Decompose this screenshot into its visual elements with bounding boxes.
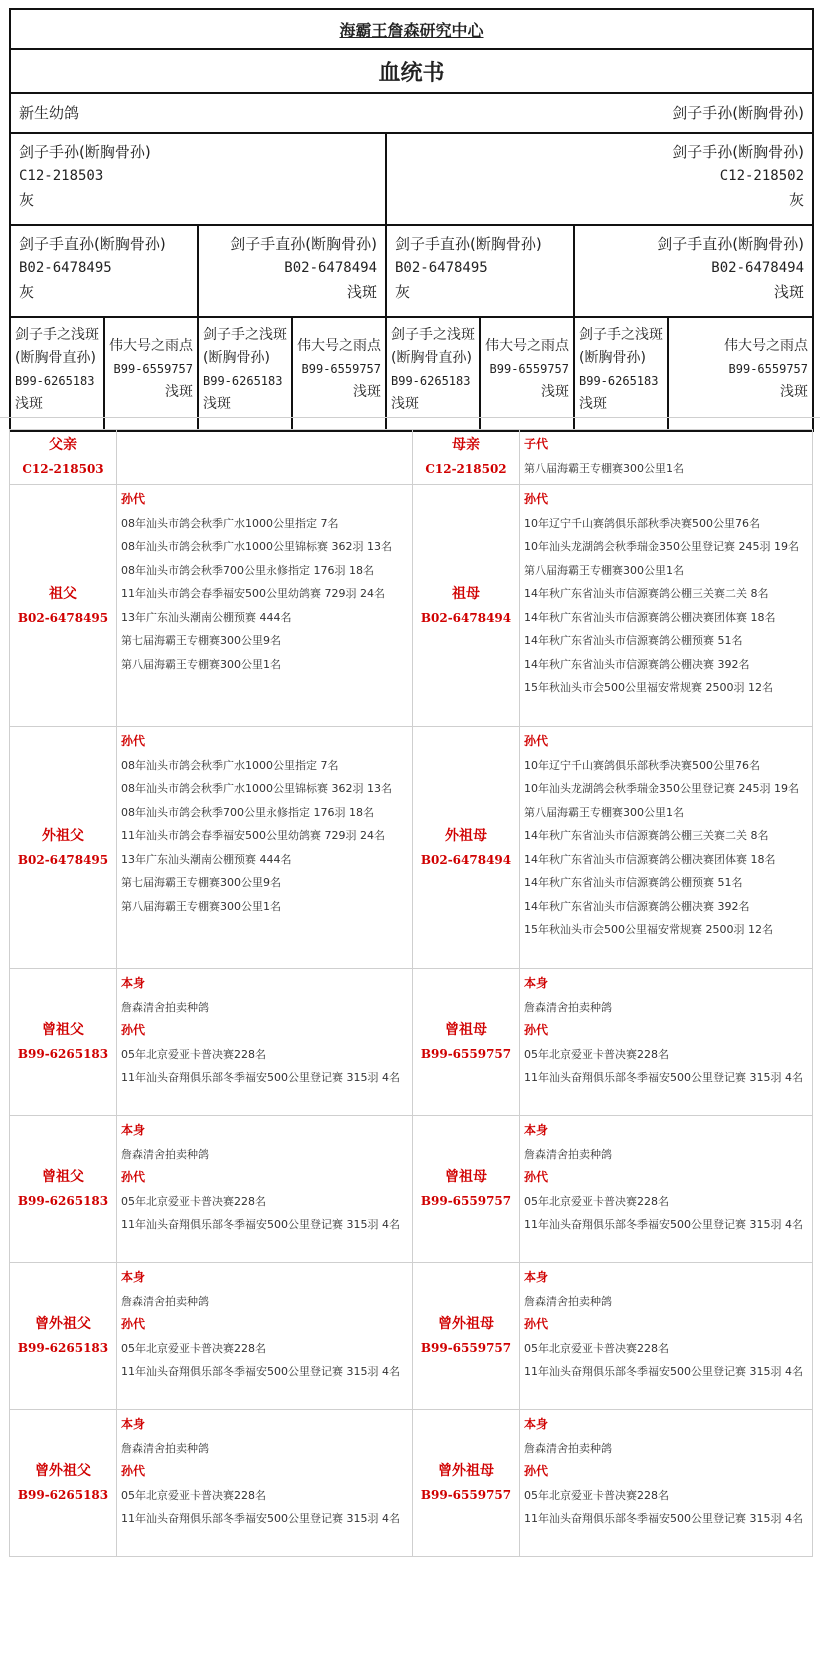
maternal-grandmother-header	[413, 727, 520, 969]
self-label: 本身	[121, 1270, 146, 1284]
great-grandparents-row-4	[10, 1410, 813, 1557]
self-label: 本身	[524, 1417, 549, 1431]
result-line: 第八届海霸王专棚赛300公里1名	[524, 563, 684, 577]
result-line: 第八届海霸王专棚赛300公里1名	[121, 899, 281, 913]
gen3-name: 伟大号之雨点	[109, 338, 193, 354]
bird-name: 剑子手孙(断胸骨孙)	[672, 104, 805, 122]
result-line: 11年汕头奋翔俱乐部冬季福安500公里登记赛 315羽 4名	[524, 1071, 803, 1084]
gen1-sire-name: 剑子手孙(断胸骨孙)	[19, 143, 151, 161]
section-label: 孙代	[524, 1170, 549, 1184]
result-line: 11年汕头奋翔俱乐部冬季福安500公里登记赛 315羽 4名	[524, 1218, 803, 1231]
gen3-name: 剑子手之浅斑	[579, 327, 663, 343]
gen2-cell-1	[10, 225, 198, 317]
section-label: 孙代	[121, 1023, 146, 1037]
ancestor-details	[9, 429, 812, 1557]
self-line: 詹森清舍拍卖种鸽	[524, 1000, 612, 1014]
result-line: 05年北京爱亚卡普决赛228名	[524, 1341, 669, 1355]
gen3-name: 伟大号之雨点	[724, 338, 809, 354]
self-line: 詹森清舍拍卖种鸽	[121, 1294, 209, 1308]
role: 曾祖母	[445, 1169, 487, 1185]
maternal-great-grandfather-header	[10, 1263, 117, 1410]
gen1-dam-color: 灰	[789, 191, 805, 209]
role: 外祖母	[445, 827, 487, 844]
maternal-great-grandfather-results	[117, 1263, 413, 1410]
gen3-name-suffix: (断胸骨直孙)	[15, 350, 96, 366]
result-line: 11年汕头奋翔俱乐部冬季福安500公里登记赛 315羽 4名	[121, 1071, 400, 1084]
grandfather-results	[117, 485, 413, 727]
great-grandparents-row-1	[10, 969, 813, 1116]
gen3-cell-8	[668, 317, 813, 431]
result-line: 11年汕头奋翔俱乐部冬季福安500公里登记赛 315羽 4名	[524, 1365, 803, 1378]
bird-label: 新生幼鸽	[19, 104, 80, 122]
role: 曾外祖父	[35, 1463, 91, 1479]
result-line: 05年北京爱亚卡普决赛228名	[121, 1341, 266, 1355]
gen2-color: 浅斑	[346, 283, 377, 301]
gen2-name: 剑子手直孙(断胸骨孙)	[395, 235, 542, 253]
ring: B99-6559757	[420, 1194, 512, 1208]
grandmother-header	[413, 485, 520, 727]
result-line: 08年汕头市鸽会秋季广水1000公里锦标赛 362羽 13名	[121, 540, 392, 553]
gen2-color: 浅斑	[774, 283, 805, 301]
great-grandparents-row-3	[10, 1263, 813, 1410]
maternal-great-grandfather-header	[10, 1410, 117, 1557]
ring: B99-6265183	[17, 1341, 109, 1355]
gen3-name: 伟大号之雨点	[297, 338, 381, 354]
result-line: 08年汕头市鸽会秋季广水1000公里锦标赛 362羽 13名	[121, 782, 392, 795]
gen2-cell-2	[198, 225, 386, 317]
self-line: 詹森清舍拍卖种鸽	[524, 1441, 612, 1455]
gen1-sire-cell	[10, 133, 386, 225]
self-label: 本身	[524, 1123, 549, 1137]
gen2-cell-4	[574, 225, 813, 317]
maternal-grandparents-row	[10, 727, 813, 969]
section-label: 孙代	[121, 734, 146, 748]
self-label: 本身	[121, 976, 146, 990]
ring: B99-6265183	[17, 1194, 109, 1208]
mother-ring: C12-218502	[425, 462, 507, 476]
ring: B99-6559757	[420, 1047, 512, 1061]
gen3-cell-7	[574, 317, 668, 431]
ring: B02-6478494	[420, 610, 512, 625]
result-line: 11年汕头奋翔俱乐部冬季福安500公里登记赛 315羽 4名	[524, 1512, 803, 1525]
gen3-cell-5	[386, 317, 480, 431]
grandparents-row	[10, 485, 813, 727]
role: 祖母	[452, 585, 480, 602]
ring: B02-6478495	[17, 852, 109, 867]
gen2-color: 灰	[395, 283, 411, 301]
gen2-ring: B02-6478495	[395, 260, 488, 276]
ring: B99-6559757	[420, 1341, 512, 1355]
org-name: 海霸王詹森研究中心	[10, 9, 813, 49]
gen2-color: 灰	[19, 283, 35, 301]
result-line: 10年汕头龙湖鸽会秋季瑞金350公里登记赛 245羽 19名	[524, 540, 799, 553]
great-grandfather-header	[10, 1116, 117, 1263]
result-line: 05年北京爱亚卡普决赛228名	[121, 1488, 266, 1502]
result-line: 05年北京爱亚卡普决赛228名	[524, 1194, 669, 1208]
gen3-color: 浅斑	[391, 396, 419, 412]
parents-row	[10, 430, 813, 485]
ring: B02-6478495	[17, 610, 109, 625]
section-label: 孙代	[524, 1464, 549, 1478]
self-line: 詹森清舍拍卖种鸽	[121, 1147, 209, 1161]
result-line: 13年广东汕头潮南公棚预赛 444名	[121, 852, 292, 866]
grandmother-results	[520, 485, 813, 727]
role: 曾祖父	[42, 1022, 84, 1038]
great-grandmother-header	[413, 969, 520, 1116]
gen3-color: 浅斑	[780, 384, 809, 400]
result-line: 13年广东汕头潮南公棚预赛 444名	[121, 610, 292, 624]
result-line: 14年秋广东省汕头市信源赛鸽公棚决赛团体赛 18名	[524, 610, 776, 624]
result-line: 第八届海霸王专棚赛300公里1名	[524, 805, 684, 819]
maternal-grandfather-results	[117, 727, 413, 969]
gen3-name-suffix: (断胸骨直孙)	[391, 350, 472, 366]
result-line: 15年秋汕头市会500公里福安常规赛 2500羽 12名	[524, 681, 773, 694]
result-line: 14年秋广东省汕头市信源赛鸽公棚三关赛二关 8名	[524, 587, 769, 600]
bird-info-bar	[10, 93, 813, 133]
father-role: 父亲	[49, 437, 77, 453]
maternal-great-grandmother-header	[413, 1263, 520, 1410]
result-line: 08年汕头市鸽会秋季广水1000公里指定 7名	[121, 758, 339, 772]
gen3-ring: B99-6559757	[489, 362, 569, 376]
result-line: 05年北京爱亚卡普决赛228名	[121, 1047, 266, 1061]
gen3-ring: B99-6265183	[15, 374, 95, 388]
offspring-label: 子代	[524, 437, 549, 451]
gen3-ring: B99-6559757	[301, 362, 381, 376]
gen3-ring: B99-6559757	[728, 362, 809, 376]
ring: B02-6478494	[420, 852, 512, 867]
gen3-name: 伟大号之雨点	[485, 338, 569, 354]
gen2-cell-3	[386, 225, 574, 317]
role: 曾外祖母	[438, 1316, 494, 1332]
gen3-color: 浅斑	[353, 384, 381, 400]
role: 外祖父	[42, 827, 84, 844]
section-label: 孙代	[121, 492, 146, 506]
gen3-cell-1	[10, 317, 104, 431]
section-label: 孙代	[524, 492, 549, 506]
section-label: 孙代	[524, 734, 549, 748]
result-line: 15年秋汕头市会500公里福安常规赛 2500羽 12名	[524, 923, 773, 936]
gen1-dam-ring: C12-218502	[719, 168, 805, 184]
self-line: 詹森清舍拍卖种鸽	[524, 1294, 612, 1308]
ring: B99-6265183	[17, 1488, 109, 1502]
gen3-cell-2	[104, 317, 198, 431]
result-line: 11年汕头奋翔俱乐部冬季福安500公里登记赛 315羽 4名	[121, 1365, 400, 1378]
gen3-name: 剑子手之浅斑	[15, 327, 99, 343]
role: 曾祖母	[445, 1022, 487, 1038]
ring: B99-6265183	[17, 1047, 109, 1061]
gen3-color: 浅斑	[165, 384, 193, 400]
result-line: 11年汕头市鸽会春季福安500公里幼鸽赛 729羽 24名	[121, 587, 385, 600]
gen3-color: 浅斑	[541, 384, 569, 400]
result-line: 第七届海霸王专棚赛300公里9名	[121, 634, 281, 647]
result-line: 08年汕头市鸽会秋季700公里永修指定 176羽 18名	[121, 563, 374, 577]
result-line: 11年汕头奋翔俱乐部冬季福安500公里登记赛 315羽 4名	[121, 1512, 400, 1525]
result-line: 第七届海霸王专棚赛300公里9名	[121, 876, 281, 889]
gen3-color: 浅斑	[579, 396, 607, 412]
result-line: 08年汕头市鸽会秋季广水1000公里指定 7名	[121, 516, 339, 530]
great-grandfather-results	[117, 1116, 413, 1263]
gen3-ring: B99-6265183	[391, 374, 471, 388]
self-label: 本身	[524, 976, 549, 990]
gen1-sire-color: 灰	[19, 191, 35, 209]
offspring-result: 第八届海霸王专棚赛300公里1名	[524, 461, 684, 475]
gen3-cell-3	[198, 317, 292, 431]
result-line: 11年汕头奋翔俱乐部冬季福安500公里登记赛 315羽 4名	[121, 1218, 400, 1231]
gen3-color: 浅斑	[203, 396, 231, 412]
result-line: 05年北京爱亚卡普决赛228名	[524, 1047, 669, 1061]
self-label: 本身	[524, 1270, 549, 1284]
mother-header	[413, 430, 520, 485]
father-ring: C12-218503	[22, 462, 104, 476]
maternal-great-grandmother-results	[520, 1410, 813, 1557]
section-label: 孙代	[121, 1170, 146, 1184]
gen1-sire-ring: C12-218503	[19, 168, 104, 184]
self-label: 本身	[121, 1123, 146, 1137]
section-label: 孙代	[121, 1317, 146, 1331]
great-grandmother-results	[520, 1116, 813, 1263]
result-line: 05年北京爱亚卡普决赛228名	[524, 1488, 669, 1502]
gen1-dam-cell	[386, 133, 813, 225]
maternal-grandfather-header	[10, 727, 117, 969]
gen3-ring: B99-6559757	[113, 362, 193, 376]
mother-role: 母亲	[452, 437, 480, 453]
father-header	[10, 430, 117, 485]
self-line: 詹森清舍拍卖种鸽	[524, 1147, 612, 1161]
great-grandfather-results	[117, 969, 413, 1116]
great-grandfather-header	[10, 969, 117, 1116]
gen3-name: 剑子手之浅斑	[203, 327, 287, 343]
result-line: 14年秋广东省汕头市信源赛鸽公棚决赛团体赛 18名	[524, 852, 776, 866]
self-label: 本身	[121, 1417, 146, 1431]
pedigree-chart	[9, 8, 812, 432]
father-notes	[117, 430, 413, 485]
gen2-name: 剑子手直孙(断胸骨孙)	[657, 235, 805, 253]
section-label: 孙代	[524, 1317, 549, 1331]
result-line: 10年汕头龙湖鸽会秋季瑞金350公里登记赛 245羽 19名	[524, 782, 799, 795]
gen1-dam-name: 剑子手孙(断胸骨孙)	[672, 143, 805, 161]
mother-notes	[520, 430, 813, 485]
role: 祖父	[49, 585, 77, 602]
section-label: 孙代	[121, 1464, 146, 1478]
result-line: 14年秋广东省汕头市信源赛鸽公棚决赛 392名	[524, 899, 750, 913]
gen2-ring: B02-6478494	[711, 260, 805, 276]
result-line: 05年北京爱亚卡普决赛228名	[121, 1194, 266, 1208]
result-line: 第八届海霸王专棚赛300公里1名	[121, 657, 281, 671]
gen2-ring: B02-6478494	[284, 260, 377, 276]
maternal-grandmother-results	[520, 727, 813, 969]
gen2-name: 剑子手直孙(断胸骨孙)	[19, 235, 166, 253]
section-label: 孙代	[524, 1023, 549, 1037]
gen3-name-suffix: (断胸骨孙)	[579, 350, 646, 366]
great-grandmother-results	[520, 969, 813, 1116]
gen3-ring: B99-6265183	[579, 374, 659, 388]
gen3-cell-4	[292, 317, 386, 431]
maternal-great-grandmother-header	[413, 1410, 520, 1557]
gen2-name: 剑子手直孙(断胸骨孙)	[230, 235, 377, 253]
self-line: 詹森清舍拍卖种鸽	[121, 1441, 209, 1455]
document-title: 血统书	[10, 49, 813, 93]
result-line: 14年秋广东省汕头市信源赛鸽公棚预赛 51名	[524, 876, 743, 889]
great-grandmother-header	[413, 1116, 520, 1263]
maternal-great-grandfather-results	[117, 1410, 413, 1557]
role: 曾外祖母	[438, 1463, 494, 1479]
details-table	[9, 429, 813, 1557]
result-line: 10年辽宁千山赛鸽俱乐部秋季决赛500公里76名	[524, 758, 760, 772]
result-line: 10年辽宁千山赛鸽俱乐部秋季决赛500公里76名	[524, 516, 760, 530]
gen3-name-suffix: (断胸骨孙)	[203, 350, 270, 366]
gen3-color: 浅斑	[15, 396, 43, 412]
ring: B99-6559757	[420, 1488, 512, 1502]
role: 曾外祖父	[35, 1316, 91, 1332]
gen3-name: 剑子手之浅斑	[391, 327, 475, 343]
result-line: 14年秋广东省汕头市信源赛鸽公棚预赛 51名	[524, 634, 743, 647]
result-line: 14年秋广东省汕头市信源赛鸽公棚决赛 392名	[524, 657, 750, 671]
result-line: 11年汕头市鸽会春季福安500公里幼鸽赛 729羽 24名	[121, 829, 385, 842]
gen2-ring: B02-6478495	[19, 260, 112, 276]
self-line: 詹森清舍拍卖种鸽	[121, 1000, 209, 1014]
maternal-great-grandmother-results	[520, 1263, 813, 1410]
gen3-ring: B99-6265183	[203, 374, 283, 388]
pedigree-table	[9, 8, 814, 432]
result-line: 14年秋广东省汕头市信源赛鸽公棚三关赛二关 8名	[524, 829, 769, 842]
gen3-cell-6	[480, 317, 574, 431]
grandfather-header	[10, 485, 117, 727]
section-divider	[0, 417, 820, 418]
great-grandparents-row-2	[10, 1116, 813, 1263]
result-line: 08年汕头市鸽会秋季700公里永修指定 176羽 18名	[121, 805, 374, 819]
role: 曾祖父	[42, 1169, 84, 1185]
